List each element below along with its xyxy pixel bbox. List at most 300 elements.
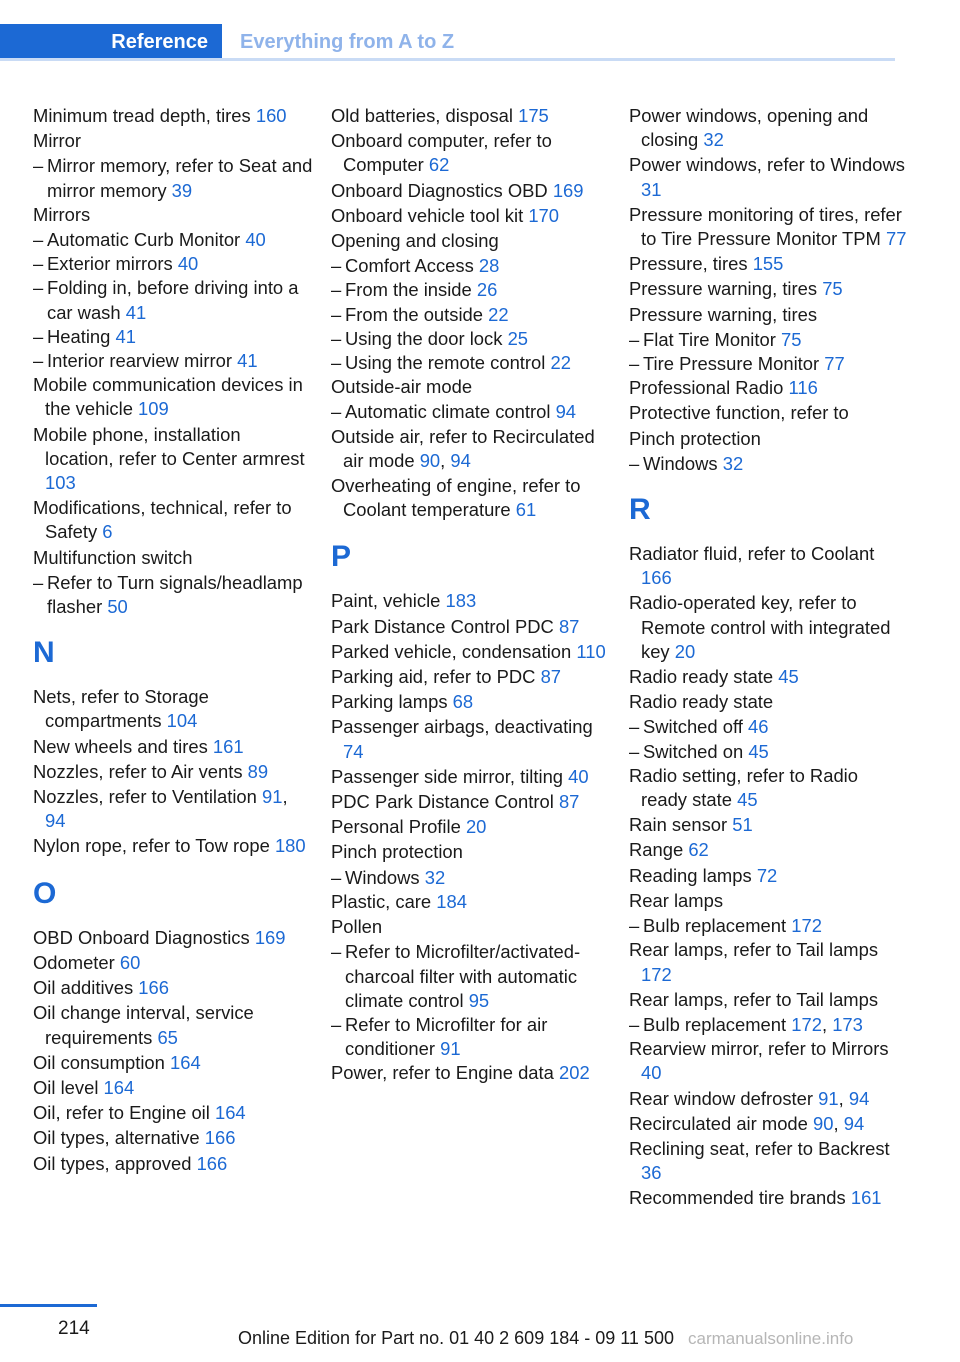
index-entry: [629, 938, 909, 987]
page-ref-link[interactable]: 202: [559, 1062, 590, 1084]
index-entry: [331, 665, 611, 690]
page-ref-link[interactable]: 91: [440, 1038, 461, 1060]
page-header: [0, 24, 895, 61]
page-ref-link[interactable]: 74: [343, 740, 364, 762]
subentry-dash: –: [331, 401, 342, 423]
entry-text: Oil, refer to Engine oil: [33, 1102, 210, 1124]
entry-text: Mirrors: [33, 203, 91, 225]
page-ref-link[interactable]: 77: [885, 228, 907, 250]
entry-text: Automatic climate control: [345, 401, 551, 423]
entry-text: Pinch protection: [331, 841, 463, 863]
page-ref-link[interactable]: 109: [138, 398, 169, 420]
page-ref-link[interactable]: 104: [166, 710, 198, 732]
entry-text: Refer to Microfilter for air conditioner: [345, 1013, 548, 1060]
entry-text: Mirror memory, refer to Seat and mirror memory: [47, 155, 313, 201]
index-subentry: [33, 252, 313, 276]
subentry-dash: –: [629, 915, 640, 937]
page-separator: ,: [833, 1112, 839, 1134]
page-ref-link[interactable]: 40: [641, 1062, 662, 1084]
page-ref-link[interactable]: 173: [832, 1013, 863, 1035]
index-subentry: [331, 351, 611, 375]
entry-text: Onboard Diagnostics OBD: [331, 179, 548, 201]
index-entry: [629, 1186, 909, 1211]
index-entry: [331, 790, 611, 815]
page-ref-link[interactable]: 91: [262, 786, 283, 808]
index-entry: [33, 1152, 313, 1177]
entry-text: Oil change interval, service requirements: [33, 1002, 254, 1048]
entry-text: Passenger side mirror, tilting: [331, 765, 564, 787]
entry-text: Mirror: [33, 130, 82, 152]
page-ref-link[interactable]: 26: [476, 279, 498, 301]
entry-text: Oil consumption: [33, 1051, 165, 1073]
page-ref-link[interactable]: 25: [507, 327, 529, 349]
section-label: Reference: [111, 31, 208, 53]
index-entry: [33, 685, 313, 734]
subsection-label: Everything from A to Z: [240, 31, 455, 53]
index-subentry: [629, 740, 909, 764]
section-tab[interactable]: [0, 24, 222, 61]
index-entry: [33, 785, 313, 834]
entry-text: Rain sensor: [629, 814, 728, 836]
index-entry: [331, 765, 611, 790]
page-separator: ,: [838, 1087, 844, 1109]
page-ref-link[interactable]: 20: [465, 816, 487, 838]
page-ref-link[interactable]: 95: [468, 989, 490, 1011]
entry-text: Oil additives: [33, 977, 134, 999]
page-ref-link[interactable]: 164: [103, 1076, 135, 1098]
index-column-3: [629, 104, 909, 1212]
page-ref-link[interactable]: 161: [212, 735, 244, 757]
entry-text: Recommended tire brands: [629, 1187, 846, 1209]
index-entry: [331, 474, 611, 523]
index-subentry: [33, 228, 313, 252]
entry-text: Windows: [643, 452, 718, 474]
index-entry: [629, 690, 909, 715]
index-entry: [629, 1087, 909, 1112]
page-ref-link[interactable]: 65: [157, 1026, 178, 1048]
page-ref-link[interactable]: 32: [722, 452, 744, 474]
page-ref-link[interactable]: 172: [791, 1013, 822, 1035]
edition-note: Online Edition for Part no. 01 40 2 609 184 - 09 11 500: [238, 1328, 674, 1348]
entry-text: Power windows, refer to Windows: [629, 154, 905, 176]
subentry-dash: –: [33, 155, 44, 177]
entry-text: Old batteries, disposal: [331, 105, 513, 126]
entry-text: Outside air, refer to Recirculated air mode: [331, 425, 595, 471]
index-entry: [629, 988, 909, 1013]
entry-text: Interior rearview mirror: [47, 350, 232, 372]
entry-text: Windows: [345, 866, 420, 888]
entry-text: Automatic Curb Monitor: [47, 229, 241, 251]
page-ref-link[interactable]: 45: [778, 666, 799, 688]
entry-text: New wheels and tires: [33, 735, 208, 757]
entry-text: Refer to Turn signals/headlamp flasher: [47, 571, 303, 618]
page-ref-link[interactable]: 60: [119, 951, 141, 973]
entry-text: Pressure warning, tires: [629, 278, 818, 300]
page-ref-link[interactable]: 94: [848, 1087, 870, 1109]
page-ref-link[interactable]: 41: [237, 350, 258, 372]
index-entry: [629, 764, 909, 813]
index-entry: [629, 277, 909, 302]
entry-text: Radio-operated key, refer to Remote control with integrated key: [629, 592, 891, 662]
page-ref-link[interactable]: 32: [703, 129, 724, 151]
page-ref-link[interactable]: 116: [788, 377, 818, 399]
subentry-dash: –: [629, 452, 640, 474]
page-ref-link[interactable]: 94: [555, 401, 577, 423]
page-ref-link[interactable]: 94: [45, 810, 66, 832]
page-number-rule: [0, 1304, 97, 1307]
entry-text: Paint, vehicle: [331, 590, 441, 612]
page-separator: ,: [821, 1013, 828, 1035]
index-entry: [331, 204, 611, 229]
index-entry: [33, 203, 313, 228]
entry-text: Professional Radio: [629, 377, 784, 399]
entry-text: Range: [629, 839, 684, 861]
index-subentry: [331, 278, 611, 302]
page-ref-link[interactable]: 20: [674, 640, 696, 662]
page-ref-link[interactable]: 75: [780, 328, 802, 350]
subentry-dash: –: [331, 352, 342, 374]
subentry-dash: –: [331, 1013, 342, 1035]
page-ref-link[interactable]: 40: [245, 229, 266, 251]
index-subentry: [629, 352, 909, 376]
subentry-dash: –: [331, 941, 342, 963]
index-subentry: [33, 276, 313, 324]
entry-text: Nozzles, refer to Air vents: [33, 760, 243, 782]
index-entry: [629, 203, 909, 252]
index-entry: [629, 1112, 909, 1137]
entry-text: Minimum tread depth, tires: [33, 105, 251, 126]
entry-text: Protective function, refer to: [629, 402, 849, 424]
page-ref-link[interactable]: 36: [641, 1162, 662, 1184]
page-ref-link[interactable]: 110: [576, 640, 606, 662]
page-ref-link[interactable]: 40: [177, 253, 199, 275]
index-entry: [331, 589, 611, 614]
entry-text: Rear lamps, refer to Tail lamps: [629, 939, 879, 961]
subentry-dash: –: [331, 327, 342, 349]
page-ref-link[interactable]: 87: [558, 615, 580, 637]
page-ref-link[interactable]: 172: [641, 963, 672, 985]
page-ref-link[interactable]: 50: [107, 596, 128, 618]
subentry-dash: –: [629, 1013, 640, 1035]
entry-text: Modifications, technical, refer to Safety: [33, 497, 292, 543]
entry-text: Oil level: [33, 1076, 99, 1098]
index-entry: [629, 591, 909, 665]
entry-text: Radio ready state: [629, 691, 774, 713]
index-entry: [33, 1126, 313, 1151]
page-number: 214: [58, 1318, 90, 1339]
page-ref-link[interactable]: 41: [125, 301, 147, 323]
subentry-dash: –: [331, 303, 342, 325]
page-separator: ,: [282, 786, 288, 808]
index-entry: [331, 229, 611, 254]
page-ref-link[interactable]: 164: [170, 1051, 201, 1073]
entry-text: Radio setting, refer to Radio ready state: [629, 764, 858, 811]
index-entry: [33, 976, 313, 1001]
entry-text: Switched on: [643, 740, 744, 762]
index-subentry: [331, 303, 611, 327]
page-ref-link[interactable]: 166: [641, 567, 672, 589]
page-ref-link[interactable]: 166: [196, 1152, 228, 1174]
page-ref-link[interactable]: 94: [843, 1112, 865, 1134]
page-ref-link[interactable]: 46: [747, 716, 769, 738]
page-ref-link[interactable]: 61: [515, 499, 537, 521]
entry-text: Rear window defroster: [629, 1087, 813, 1109]
entry-text: Using the door lock: [345, 327, 503, 349]
index-subentry: [33, 349, 313, 373]
entry-text: Refer to Microfilter/activated-charcoal filter with automatic climate control: [345, 941, 581, 1011]
subentry-dash: –: [331, 255, 342, 277]
page-ref-link[interactable]: 77: [824, 353, 845, 375]
page-ref-link[interactable]: 72: [756, 864, 778, 886]
page-ref-link[interactable]: 160: [255, 105, 287, 126]
page-ref-link[interactable]: 41: [115, 325, 136, 347]
index-entry: [331, 375, 611, 400]
index-entry: [33, 546, 313, 571]
index-entry: [33, 423, 313, 497]
subentry-dash: –: [33, 571, 44, 593]
index-entry: [331, 840, 611, 865]
index-entry: [33, 951, 313, 976]
index-entry: [331, 179, 611, 204]
index-entry: [33, 1051, 313, 1076]
entry-text: Pinch protection: [629, 427, 761, 449]
index-entry: [629, 153, 909, 202]
page-ref-link[interactable]: 169: [254, 926, 286, 948]
index-entry: [629, 252, 909, 277]
entry-text: Mobile communication devices in the vehicle: [33, 374, 303, 420]
entry-text: Radiator fluid, refer to Coolant: [629, 543, 875, 565]
entry-text: Nylon rope, refer to Tow rope: [33, 835, 270, 857]
subentry-dash: –: [33, 350, 44, 372]
index-entry: [629, 889, 909, 914]
entry-text: Tire Pressure Monitor: [643, 353, 820, 375]
index-subentry: [33, 325, 313, 349]
index-entry: [33, 1101, 313, 1126]
page-ref-link[interactable]: 180: [274, 835, 306, 857]
page-ref-link[interactable]: 103: [45, 472, 76, 494]
entry-text: Nozzles, refer to Ventilation: [33, 786, 257, 808]
index-entry: [629, 838, 909, 863]
index-entry: [331, 715, 611, 764]
entry-text: Park Distance Control PDC: [331, 615, 554, 637]
page-ref-link[interactable]: 31: [641, 178, 662, 200]
subentry-dash: –: [33, 253, 44, 275]
entry-text: From the inside: [345, 279, 472, 301]
index-entry: [33, 926, 313, 951]
subentry-dash: –: [629, 740, 640, 762]
index-entry: [331, 915, 611, 940]
index-entry: [331, 640, 611, 665]
page-ref-link[interactable]: 28: [478, 255, 500, 277]
entry-text: Onboard vehicle tool kit: [331, 204, 524, 226]
entry-text: Multifunction switch: [33, 546, 193, 568]
page-ref-link[interactable]: 68: [452, 691, 474, 713]
index-entry: [331, 890, 611, 915]
page-ref-link[interactable]: 175: [518, 105, 549, 126]
page-ref-link[interactable]: 75: [822, 278, 843, 300]
index-entry: [331, 425, 611, 474]
index-entry: [331, 104, 611, 129]
entry-text: Radio ready state: [629, 666, 774, 688]
entry-text: Oil types, alternative: [33, 1127, 200, 1149]
entry-text: Power windows, opening and closing: [629, 105, 869, 151]
subentry-dash: –: [629, 353, 640, 375]
index-entry: [629, 104, 909, 153]
subentry-dash: –: [331, 866, 342, 888]
entry-text: Reading lamps: [629, 864, 752, 886]
entry-text: Rearview mirror, refer to Mirrors: [629, 1038, 889, 1060]
entry-text: Pressure warning, tires: [629, 303, 818, 325]
index-letter-heading: O: [33, 876, 57, 910]
index-entry: [629, 427, 909, 452]
entry-text: Comfort Access: [345, 255, 474, 277]
index-subentry: [33, 154, 313, 202]
page-ref-link[interactable]: 62: [428, 154, 450, 176]
index-letter-heading: N: [33, 636, 55, 670]
page-ref-link[interactable]: 172: [791, 915, 822, 937]
subentry-dash: –: [629, 328, 640, 350]
page-ref-link[interactable]: 90: [813, 1112, 834, 1134]
page-ref-link[interactable]: 184: [436, 890, 467, 912]
entry-text: Bulb replacement: [643, 1013, 787, 1035]
index-entry: [629, 542, 909, 591]
page-ref-link[interactable]: 6: [102, 521, 113, 543]
entry-text: Rear lamps: [629, 889, 724, 911]
index-subentry: [331, 327, 611, 351]
index-subentry: [331, 254, 611, 278]
entry-text: Rear lamps, refer to Tail lamps: [629, 988, 879, 1010]
entry-text: Outside-air mode: [331, 376, 473, 398]
index-entry: [331, 815, 611, 840]
page-ref-link[interactable]: 170: [528, 204, 559, 226]
index-subentry: [331, 940, 611, 1013]
entry-text: Flat Tire Monitor: [643, 328, 776, 350]
index-entry: [33, 104, 313, 129]
page-ref-link[interactable]: 166: [204, 1127, 236, 1149]
index-entry: [629, 401, 909, 426]
header-rule: [0, 58, 895, 61]
page-ref-link[interactable]: 87: [540, 666, 562, 688]
entry-text: From the outside: [345, 303, 483, 325]
entry-text: Exterior mirrors: [47, 253, 173, 275]
index-entry: [33, 496, 313, 545]
entry-text: Heating: [47, 325, 111, 347]
entry-text: Parked vehicle, condensation: [331, 640, 572, 662]
page-ref-link[interactable]: 94: [450, 449, 471, 471]
page-ref-link[interactable]: 40: [568, 765, 589, 787]
page-ref-link[interactable]: 45: [737, 789, 758, 811]
index-entry: [33, 373, 313, 422]
page-ref-link[interactable]: 161: [850, 1187, 882, 1209]
page-ref-link[interactable]: 91: [818, 1087, 839, 1109]
index-subentry: [331, 866, 611, 890]
subentry-dash: –: [33, 277, 44, 299]
entry-text: Plastic, care: [331, 890, 432, 912]
entry-text: Oil types, approved: [33, 1152, 192, 1174]
page-ref-link[interactable]: 89: [247, 760, 269, 782]
index-subentry: [629, 715, 909, 739]
entry-text: Odometer: [33, 951, 115, 973]
page-ref-link[interactable]: 183: [445, 590, 477, 612]
index-entry: [331, 1061, 611, 1086]
entry-text: Pressure monitoring of tires, refer to Tire Pressure Monitor TPM: [629, 203, 902, 250]
index-entry: [629, 376, 909, 401]
page-ref-link[interactable]: 164: [214, 1102, 246, 1124]
entry-text: Pressure, tires: [629, 253, 748, 275]
entry-text: Parking aid, refer to PDC: [331, 666, 536, 688]
subsection-tab[interactable]: [240, 24, 454, 61]
index-entry: [331, 129, 611, 178]
entry-text: Nets, refer to Storage compartments: [33, 686, 209, 732]
entry-text: Reclining seat, refer to Backrest: [629, 1137, 890, 1159]
entry-text: Passenger airbags, deactivating: [331, 716, 593, 738]
index-entry: [33, 834, 313, 859]
index-subentry: [331, 1013, 611, 1061]
page-ref-link[interactable]: 22: [488, 303, 509, 325]
entry-text: Switched off: [643, 716, 743, 738]
entry-text: Onboard computer, refer to Computer: [331, 130, 552, 176]
page-ref-link[interactable]: 155: [752, 253, 784, 275]
index-entry: [629, 813, 909, 838]
index-entry: [33, 1001, 313, 1050]
index-entry: [33, 129, 313, 154]
entry-text: Bulb replacement: [643, 915, 787, 937]
index-entry: [629, 1037, 909, 1086]
entry-text: OBD Onboard Diagnostics: [33, 926, 250, 948]
entry-text: Opening and closing: [331, 230, 499, 252]
entry-text: Overheating of engine, refer to Coolant temperature: [331, 475, 581, 521]
page-ref-link[interactable]: 87: [558, 791, 580, 813]
index-column-2: [331, 104, 611, 1087]
entry-text: Parking lamps: [331, 691, 448, 713]
entry-text: Personal Profile: [331, 816, 461, 838]
index-letter-heading: R: [629, 493, 651, 527]
page-ref-link[interactable]: 166: [138, 977, 169, 999]
index-entry: [629, 864, 909, 889]
index-letter-heading: P: [331, 540, 352, 574]
index-subentry: [629, 328, 909, 352]
index-entry: [629, 303, 909, 328]
subentry-dash: –: [33, 325, 44, 347]
page-ref-link[interactable]: 169: [552, 179, 584, 201]
page-ref-link[interactable]: 45: [748, 740, 769, 762]
index-entry: [331, 690, 611, 715]
page-ref-link[interactable]: 51: [732, 814, 753, 836]
entry-text: Power, refer to Engine data: [331, 1062, 554, 1084]
page-ref-link[interactable]: 22: [550, 352, 571, 374]
entry-text: Using the remote control: [345, 352, 546, 374]
index-subentry: [629, 914, 909, 938]
entry-text: PDC Park Distance Control: [331, 791, 554, 813]
subentry-dash: –: [331, 279, 342, 301]
entry-text: Folding in, before driving into a car wash: [47, 277, 299, 323]
page-ref-link[interactable]: 32: [424, 866, 446, 888]
page-ref-link[interactable]: 62: [688, 839, 709, 861]
index-entry: [33, 1076, 313, 1101]
index-subentry: [629, 452, 909, 476]
index-entry: [331, 615, 611, 640]
index-subentry: [331, 400, 611, 424]
page-ref-link[interactable]: 90: [419, 449, 441, 471]
page-separator: ,: [440, 449, 446, 471]
index-column-1: [33, 104, 313, 1177]
page-ref-link[interactable]: 39: [171, 179, 193, 201]
entry-text: Pollen: [331, 916, 383, 938]
index-subentry: [33, 571, 313, 619]
index-entry: [33, 760, 313, 785]
index-entry: [629, 665, 909, 690]
entry-text: Mobile phone, installation location, refer to Center armrest: [33, 423, 305, 469]
